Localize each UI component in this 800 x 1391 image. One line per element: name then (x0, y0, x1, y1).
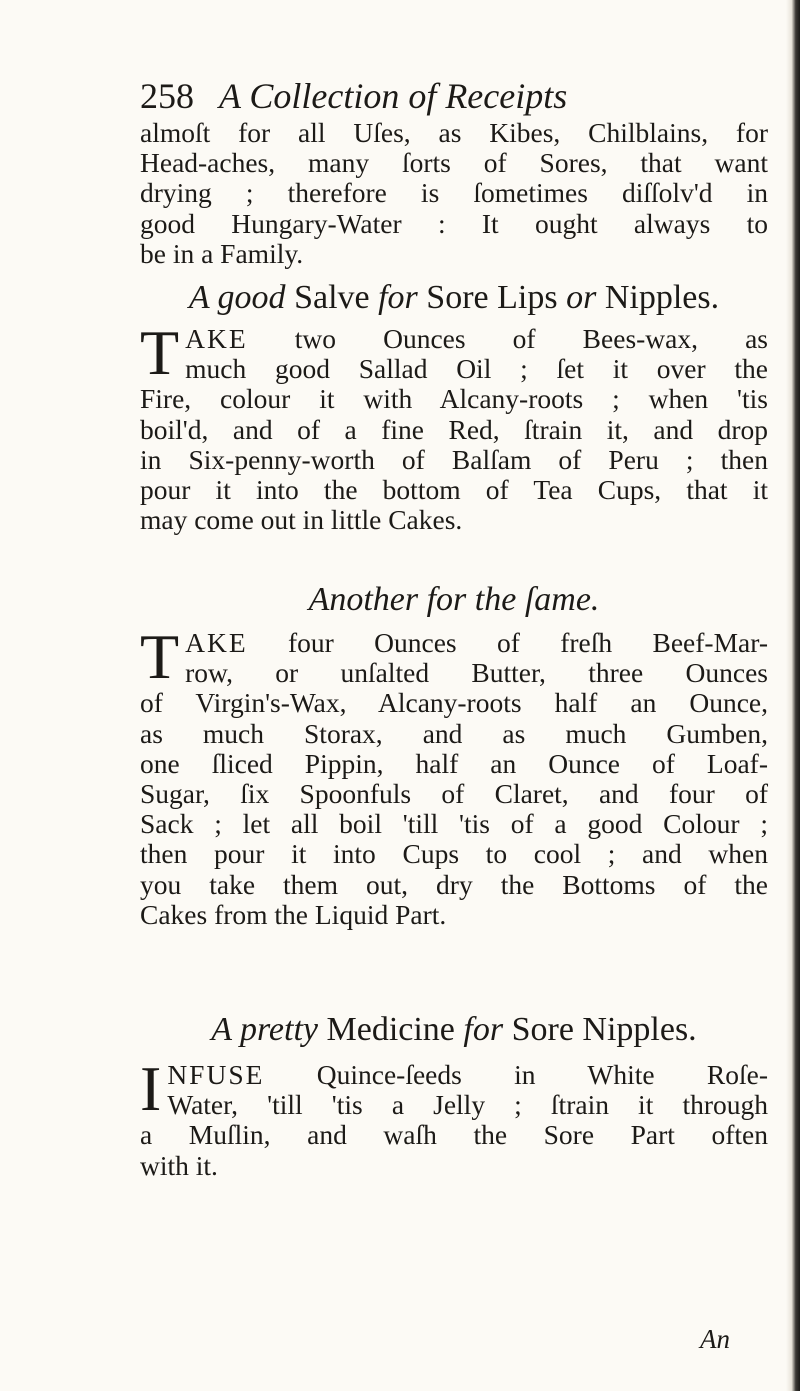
intro-paragraph (140, 118, 768, 269)
text-line: much good Sallad Oil ; ſet it over the (185, 353, 768, 385)
text-fragment: two Ounces of Bees-wax, as (294, 323, 769, 354)
text-line: may come out in little Cakes. (140, 504, 463, 536)
text-line (140, 324, 768, 354)
heading-text: Another for the ſame. (308, 581, 600, 618)
text-line: as much Storax, and as much Gumben, (140, 717, 768, 749)
small-caps-word: AKE (185, 323, 248, 354)
heading-part: Salve (294, 279, 370, 316)
text-line: Head-aches, many ſorts of Sores, that want (140, 147, 768, 179)
recipe-body-medicine (140, 1053, 768, 1181)
text-line: with it. (140, 1149, 218, 1181)
heading-part: Sore Lips (426, 279, 558, 316)
drop-cap: T (140, 621, 180, 692)
recipe-heading-salve (140, 278, 768, 318)
small-caps-word: AKE (185, 627, 248, 658)
recipe-heading-another (140, 580, 768, 620)
recipe-heading-medicine (140, 1010, 768, 1050)
catchword: An (700, 1324, 730, 1354)
heading-part: A good (188, 279, 286, 316)
running-header (140, 74, 760, 118)
heading-part: Medicine (326, 1011, 455, 1048)
page-number: 258 (140, 76, 194, 116)
drop-cap: T (140, 317, 180, 388)
text-line: of Virgin's-Wax, Alcany-roots half an Ounce, (140, 687, 768, 719)
text-fragment: four Ounces of freſh Beef-Mar- (287, 627, 768, 658)
small-caps-word: NFUSE (167, 1059, 265, 1090)
text-line: drying ; therefore is ſometimes diſſolv'd in (140, 177, 768, 209)
drop-cap: I (140, 1053, 162, 1124)
heading-part: Sore Nipples. (511, 1011, 697, 1048)
text-line: row, or unſalted Butter, three Ounces (185, 657, 768, 689)
heading-part: A pretty (211, 1011, 318, 1048)
text-line (140, 1060, 768, 1090)
page-edge-shadow (786, 0, 800, 1391)
text-line: be in a Family. (140, 237, 304, 269)
text-line: you take them out, dry the Bottoms of the (140, 868, 768, 900)
heading-part: Nipples. (604, 279, 720, 316)
text-line: a Muſlin, and waſh the Sore Part often (140, 1119, 768, 1151)
text-line: Sack ; let all boil 'till 'tis of a good Colour ; (140, 808, 768, 840)
heading-part: or (566, 279, 597, 316)
text-line: Sugar, ſix Spoonfuls of Claret, and four of (140, 777, 768, 809)
text-line: good Hungary-Water : It ought always to (140, 207, 768, 239)
text-line: Water, 'till 'tis a Jelly ; ſtrain it through (167, 1089, 768, 1121)
text-fragment: Quince-ſeeds in White Roſe- (316, 1059, 768, 1090)
recipe-body-another (140, 621, 768, 930)
recipe-body-salve (140, 317, 769, 536)
text-line: then pour it into Cups to cool ; and when (140, 838, 768, 870)
heading-part: for (378, 279, 418, 316)
text-line (140, 628, 768, 658)
running-title: A Collection of Receipts (219, 76, 568, 116)
text-line: boil'd, and of a fine Red, ſtrain it, and drop (140, 413, 768, 445)
text-line: Cakes from the Liquid Part. (140, 898, 447, 930)
heading-part: for (463, 1011, 504, 1048)
text-line: Fire, colour it with Alcany-roots ; when 'tis (140, 383, 768, 415)
text-line: almoſt for all Uſes, as Kibes, Chilblains, for (140, 117, 768, 148)
text-line: in Six-penny-worth of Balſam of Peru ; then (140, 443, 768, 475)
text-line: pour it into the bottom of Tea Cups, that it (140, 473, 768, 505)
text-line: one ſliced Pippin, half an Ounce of Loaf- (140, 747, 768, 779)
